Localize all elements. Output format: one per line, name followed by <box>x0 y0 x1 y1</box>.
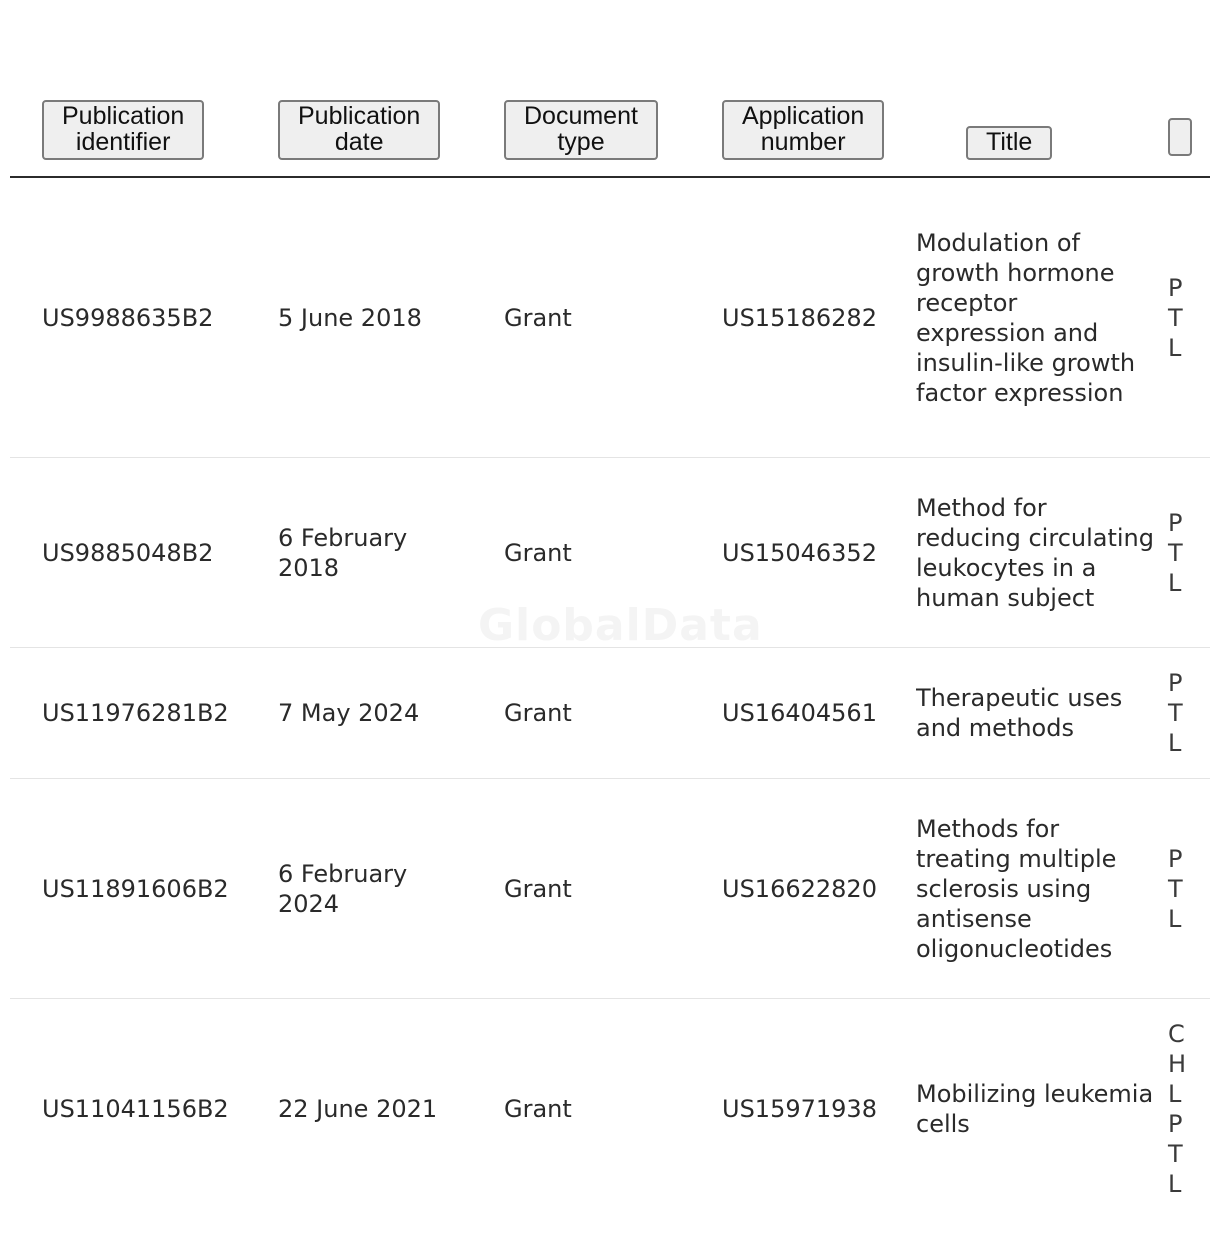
document-type-cell: Grant <box>472 458 690 648</box>
header-cell-application-number <box>690 0 916 177</box>
document-type-cell: Grant <box>472 779 690 999</box>
publication-identifier-cell: US11041156B2 <box>42 1095 229 1123</box>
truncated-cell: P T L <box>1164 458 1210 648</box>
table-body <box>10 177 1210 1219</box>
title-cell: Modulation of growth hormone receptor expression and insulin-like growth factor expression <box>916 177 1164 458</box>
application-number-cell: US16404561 <box>690 648 916 779</box>
application-number-cell: US15186282 <box>690 177 916 458</box>
title-cell: Therapeutic uses and methods <box>916 648 1164 779</box>
publication-date-cell: 5 June 2018 <box>246 177 472 458</box>
sort-publication-identifier-button[interactable]: Publication identifier <box>42 100 204 160</box>
title-cell: Mobilizing leukemia cells <box>916 1080 1154 1138</box>
truncated-cell: P T L <box>1164 648 1210 779</box>
title-cell: Method for reducing circulating leukocytes in a human subject <box>916 458 1164 648</box>
table-row <box>10 779 1210 999</box>
application-number-cell: US15046352 <box>690 458 916 648</box>
sort-publication-date-button[interactable]: Publication date <box>278 100 440 160</box>
header-cell-document-type <box>472 0 690 177</box>
publication-identifier-cell: US11976281B2 <box>10 648 246 779</box>
publication-date-cell: 6 February 2024 <box>246 779 472 999</box>
truncated-cell: P T L <box>1164 177 1210 458</box>
header-cell-publication-date <box>246 0 472 177</box>
application-number-cell: US15971938 <box>722 1095 877 1123</box>
truncated-cell: P T L <box>1164 779 1210 999</box>
truncated-cell: C H L P T L <box>1168 1020 1187 1198</box>
title-cell: Methods for treating multiple sclerosis using antisense oligonucleotides <box>916 779 1164 999</box>
publication-identifier-cell: US9885048B2 <box>10 458 246 648</box>
patents-table <box>10 0 1210 1219</box>
document-type-cell: Grant <box>472 177 690 458</box>
application-number-cell: US16622820 <box>690 779 916 999</box>
publication-date-cell: 22 June 2021 <box>278 1095 438 1123</box>
sort-title-button[interactable]: Title <box>966 126 1052 160</box>
sort-truncated-column-button[interactable] <box>1168 118 1192 156</box>
header-cell-title <box>916 0 1164 177</box>
publication-date-cell: 7 May 2024 <box>246 648 472 779</box>
patents-table-container <box>10 0 1210 1252</box>
table-row <box>10 458 1210 648</box>
watermark: GlobalData <box>478 600 763 651</box>
publication-identifier-cell: US9988635B2 <box>10 177 246 458</box>
document-type-cell: Grant <box>504 1095 572 1123</box>
header-cell-truncated <box>1164 0 1210 177</box>
publication-date-cell: 6 February 2018 <box>246 458 472 648</box>
table-row <box>10 177 1210 458</box>
document-type-cell: Grant <box>472 648 690 779</box>
table-row <box>10 999 1210 1220</box>
publication-identifier-cell: US11891606B2 <box>10 779 246 999</box>
header-cell-publication-identifier <box>10 0 246 177</box>
sort-document-type-button[interactable]: Document type <box>504 100 658 160</box>
table-row <box>10 648 1210 779</box>
table-header <box>10 0 1210 177</box>
header-row <box>10 0 1210 177</box>
sort-application-number-button[interactable]: Application number <box>722 100 884 160</box>
